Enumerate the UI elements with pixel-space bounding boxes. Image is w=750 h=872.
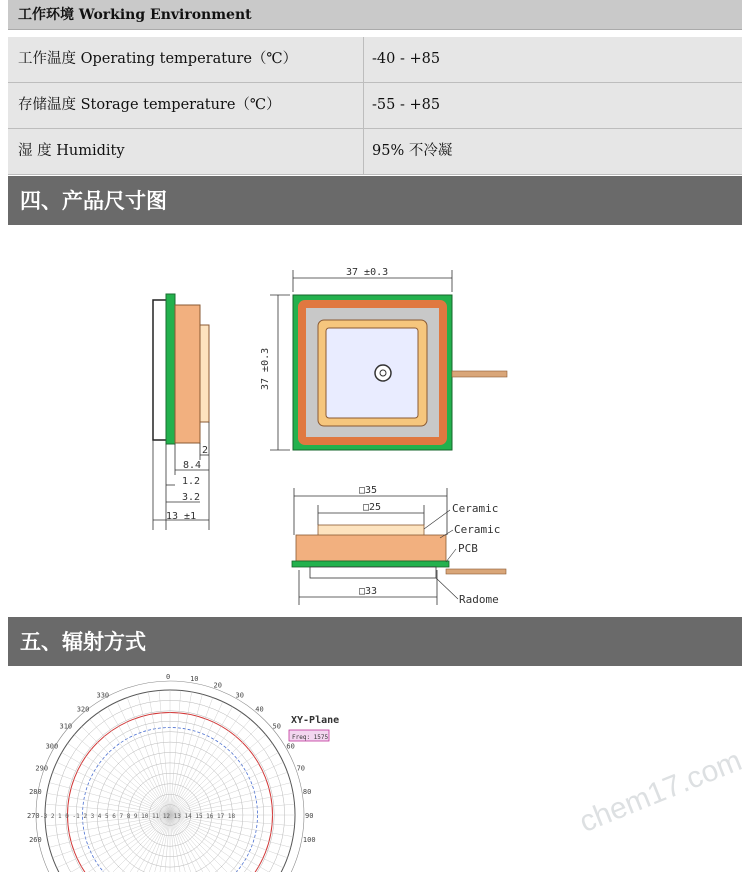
env-row-humidity [8,129,742,175]
polar-angle-label: 0 [166,673,171,681]
bottom-dim-label: □25 [363,502,382,513]
width-dim-label: 37 ±0.3 [346,267,389,278]
polar-angle-label: 10 [190,675,199,684]
polar-spoke [117,815,170,872]
polar-angle-label: 90 [305,812,314,820]
callout-ceramic-top: Ceramic [452,502,499,515]
polar-angle-label: 80 [302,787,312,796]
polar-angle-label: 330 [96,691,110,700]
env-table-header: 工作环境 Working Environment [8,0,742,30]
side-dim-label: 13 ±1 [166,511,197,522]
polar-freq-badge: Freq: 1575 [292,734,329,741]
polar-angle-label: 20 [213,681,222,690]
polar-angle-label: 280 [29,787,42,796]
side-dim-label: 3.2 [182,492,201,503]
polar-angle-label: 70 [296,764,306,773]
bottom-dim-label: □35 [359,485,378,496]
radiation-pattern-polar [0,666,750,872]
env-row-operating [8,37,742,83]
section-title-radiation: 五、辐射方式 [8,617,742,666]
polar-spoke [170,815,223,872]
polar-angle-label: 270 [27,812,40,820]
polar-angle-label: 290 [35,764,49,773]
env-row-storage [8,83,742,129]
polar-angle-label: 320 [76,705,90,714]
polar-angle-label: 100 [302,836,316,845]
watermark: chem17.com [574,744,747,840]
side-dim-label: 1.2 [182,476,201,487]
bottom-dim-label: □33 [359,586,378,597]
height-dim-label: 37 ±0.3 [260,347,271,390]
callout-radome: Radome [459,593,499,606]
polar-angle-label: 40 [255,705,264,714]
env-label: 存储温度 Storage temperature（℃） [8,83,364,128]
callout-ceramic: Ceramic [454,523,501,536]
polar-angle-label: 310 [59,722,73,731]
side-dim-label: 2 [202,445,209,456]
callout-pcb: PCB [458,542,478,555]
polar-angle-label: 260 [29,836,42,845]
side-view [153,294,209,530]
polar-spoke [170,815,213,872]
env-label: 湿 度 Humidity [8,129,364,174]
polar-radial-ticks: -3 2 1 0 -1 2 3 4 5 6 7 8 9 10 11 12 13 14 15 16 17 18 [40,813,236,820]
polar-angle-label: 300 [45,742,59,751]
section-view [292,485,506,606]
polar-angle-label: 30 [235,691,244,700]
env-value: -40 - +85 [372,51,441,67]
polar-angle-label: 50 [272,722,281,731]
side-dim-label: 8.4 [183,460,202,471]
polar-spoke [127,815,170,872]
polar-angle-label: 60 [286,742,295,751]
polar-plane-title: XY-Plane [291,715,340,726]
section-title-dimensions: 四、产品尺寸图 [8,176,742,225]
dimension-drawing [0,225,750,617]
env-value: 95% 不冷凝 [372,143,453,159]
env-label: 工作温度 Operating temperature（℃） [8,37,364,82]
top-view [260,267,507,450]
env-value: -55 - +85 [372,97,441,113]
